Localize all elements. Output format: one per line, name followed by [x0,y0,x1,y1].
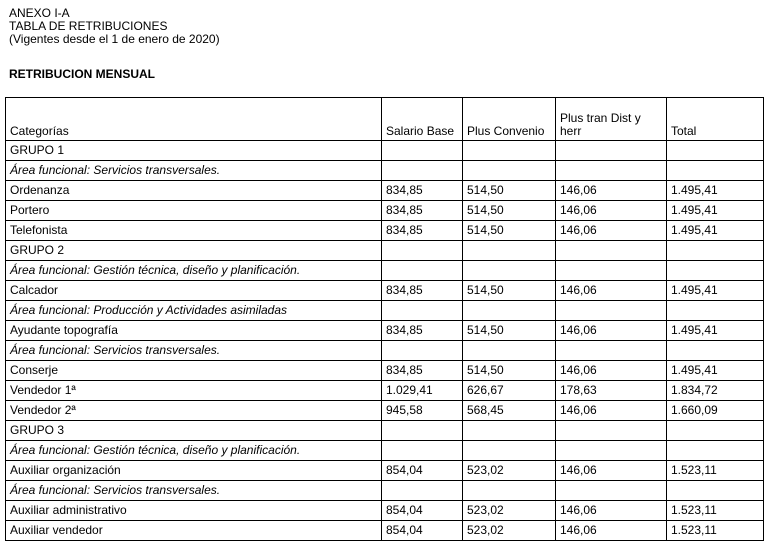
table-header-row [6,98,764,141]
category-cell: Vendedor 1ª [6,381,382,401]
plus-tran-cell: 146,06 [556,281,667,301]
plus-convenio-cell: 523,02 [463,461,556,481]
salario-base-cell: 945,58 [382,401,463,421]
empty-cell [667,141,764,161]
total-cell: 1.495,41 [667,361,764,381]
area-row [6,261,764,281]
empty-cell [463,141,556,161]
area-row [6,301,764,321]
empty-cell [463,241,556,261]
total-cell: 1.495,41 [667,321,764,341]
empty-cell [382,261,463,281]
salary-table [5,97,764,541]
table-row [6,501,764,521]
empty-cell [556,421,667,441]
table-row [6,201,764,221]
empty-cell [667,161,764,181]
table-title: TABLA DE RETRIBUCIONES [9,19,168,33]
salario-base-cell: 834,85 [382,221,463,241]
plus-convenio-cell: 626,67 [463,381,556,401]
document-header [9,7,220,46]
salario-base-cell: 854,04 [382,461,463,481]
plus-tran-cell: 146,06 [556,361,667,381]
plus-convenio-cell: 514,50 [463,201,556,221]
group-row [6,241,764,261]
salario-base-cell: 854,04 [382,501,463,521]
table-row [6,221,764,241]
salario-base-cell: 834,85 [382,361,463,381]
category-cell: Auxiliar vendedor [6,521,382,541]
empty-cell [556,241,667,261]
plus-convenio-cell: 514,50 [463,281,556,301]
empty-cell [463,261,556,281]
plus-tran-cell: 146,06 [556,221,667,241]
empty-cell [667,261,764,281]
empty-cell [463,161,556,181]
area-label: Área funcional: Gestión técnica, diseño y planificación. [6,441,382,461]
plus-convenio-cell: 523,02 [463,501,556,521]
salario-base-cell: 834,85 [382,181,463,201]
empty-cell [667,241,764,261]
empty-cell [556,481,667,501]
area-label: Área funcional: Producción y Actividades asimiladas [6,301,382,321]
table-body [6,141,764,541]
area-label: Área funcional: Servicios transversales. [6,481,382,501]
total-cell: 1.523,11 [667,501,764,521]
area-label: Área funcional: Servicios transversales. [6,341,382,361]
area-label: Área funcional: Servicios transversales. [6,161,382,181]
plus-convenio-cell: 514,50 [463,321,556,341]
validity-note: (Vigentes desde el 1 de enero de 2020) [9,32,220,46]
empty-cell [556,341,667,361]
category-cell: Portero [6,201,382,221]
category-cell: Ayudante topografía [6,321,382,341]
group-label: GRUPO 2 [6,241,382,261]
salario-base-cell: 834,85 [382,321,463,341]
category-cell: Calcador [6,281,382,301]
table-row [6,321,764,341]
plus-convenio-cell: 514,50 [463,221,556,241]
empty-cell [667,301,764,321]
salario-base-cell: 854,04 [382,521,463,541]
empty-cell [463,341,556,361]
plus-tran-cell: 146,06 [556,521,667,541]
annex-title: ANEXO I-A [9,6,70,20]
column-header-categorias: Categorías [6,98,382,141]
plus-convenio-cell: 523,02 [463,521,556,541]
area-label: Área funcional: Gestión técnica, diseño y planificación. [6,261,382,281]
empty-cell [463,301,556,321]
group-label: GRUPO 3 [6,421,382,441]
salario-base-cell: 1.029,41 [382,381,463,401]
empty-cell [382,161,463,181]
empty-cell [463,421,556,441]
empty-cell [667,341,764,361]
plus-tran-cell: 146,06 [556,401,667,421]
area-row [6,161,764,181]
empty-cell [382,341,463,361]
total-cell: 1.523,11 [667,521,764,541]
total-cell: 1.834,72 [667,381,764,401]
table-row [6,381,764,401]
empty-cell [382,241,463,261]
plus-convenio-cell: 514,50 [463,181,556,201]
area-row [6,341,764,361]
empty-cell [667,481,764,501]
group-row [6,421,764,441]
total-cell: 1.660,09 [667,401,764,421]
plus-convenio-cell: 514,50 [463,361,556,381]
plus-tran-cell: 178,63 [556,381,667,401]
empty-cell [463,441,556,461]
column-header-plus-convenio: Plus Convenio [463,98,556,141]
total-cell: 1.495,41 [667,221,764,241]
category-cell: Telefonista [6,221,382,241]
empty-cell [556,141,667,161]
area-row [6,441,764,461]
empty-cell [667,441,764,461]
empty-cell [382,441,463,461]
empty-cell [556,301,667,321]
column-header-salario-base: Salario Base [382,98,463,141]
category-cell: Conserje [6,361,382,381]
category-cell: Ordenanza [6,181,382,201]
category-cell: Auxiliar administrativo [6,501,382,521]
table-row [6,401,764,421]
table-row [6,181,764,201]
salario-base-cell: 834,85 [382,281,463,301]
plus-tran-cell: 146,06 [556,201,667,221]
empty-cell [556,441,667,461]
empty-cell [556,161,667,181]
empty-cell [382,481,463,501]
plus-tran-cell: 146,06 [556,181,667,201]
column-header-total: Total [667,98,764,141]
empty-cell [463,481,556,501]
plus-tran-cell: 146,06 [556,461,667,481]
table-row [6,461,764,481]
table-row [6,281,764,301]
plus-tran-cell: 146,06 [556,501,667,521]
empty-cell [556,261,667,281]
group-row [6,141,764,161]
section-title: RETRIBUCION MENSUAL [9,67,155,81]
plus-tran-cell: 146,06 [556,321,667,341]
group-label: GRUPO 1 [6,141,382,161]
total-cell: 1.495,41 [667,181,764,201]
salario-base-cell: 834,85 [382,201,463,221]
empty-cell [382,421,463,441]
plus-convenio-cell: 568,45 [463,401,556,421]
empty-cell [382,141,463,161]
total-cell: 1.523,11 [667,461,764,481]
area-row [6,481,764,501]
table-row [6,521,764,541]
column-header-plus-tran: Plus tran Dist y herr [556,98,667,141]
empty-cell [667,421,764,441]
total-cell: 1.495,41 [667,281,764,301]
category-cell: Auxiliar organización [6,461,382,481]
empty-cell [382,301,463,321]
table-row [6,361,764,381]
total-cell: 1.495,41 [667,201,764,221]
category-cell: Vendedor 2ª [6,401,382,421]
